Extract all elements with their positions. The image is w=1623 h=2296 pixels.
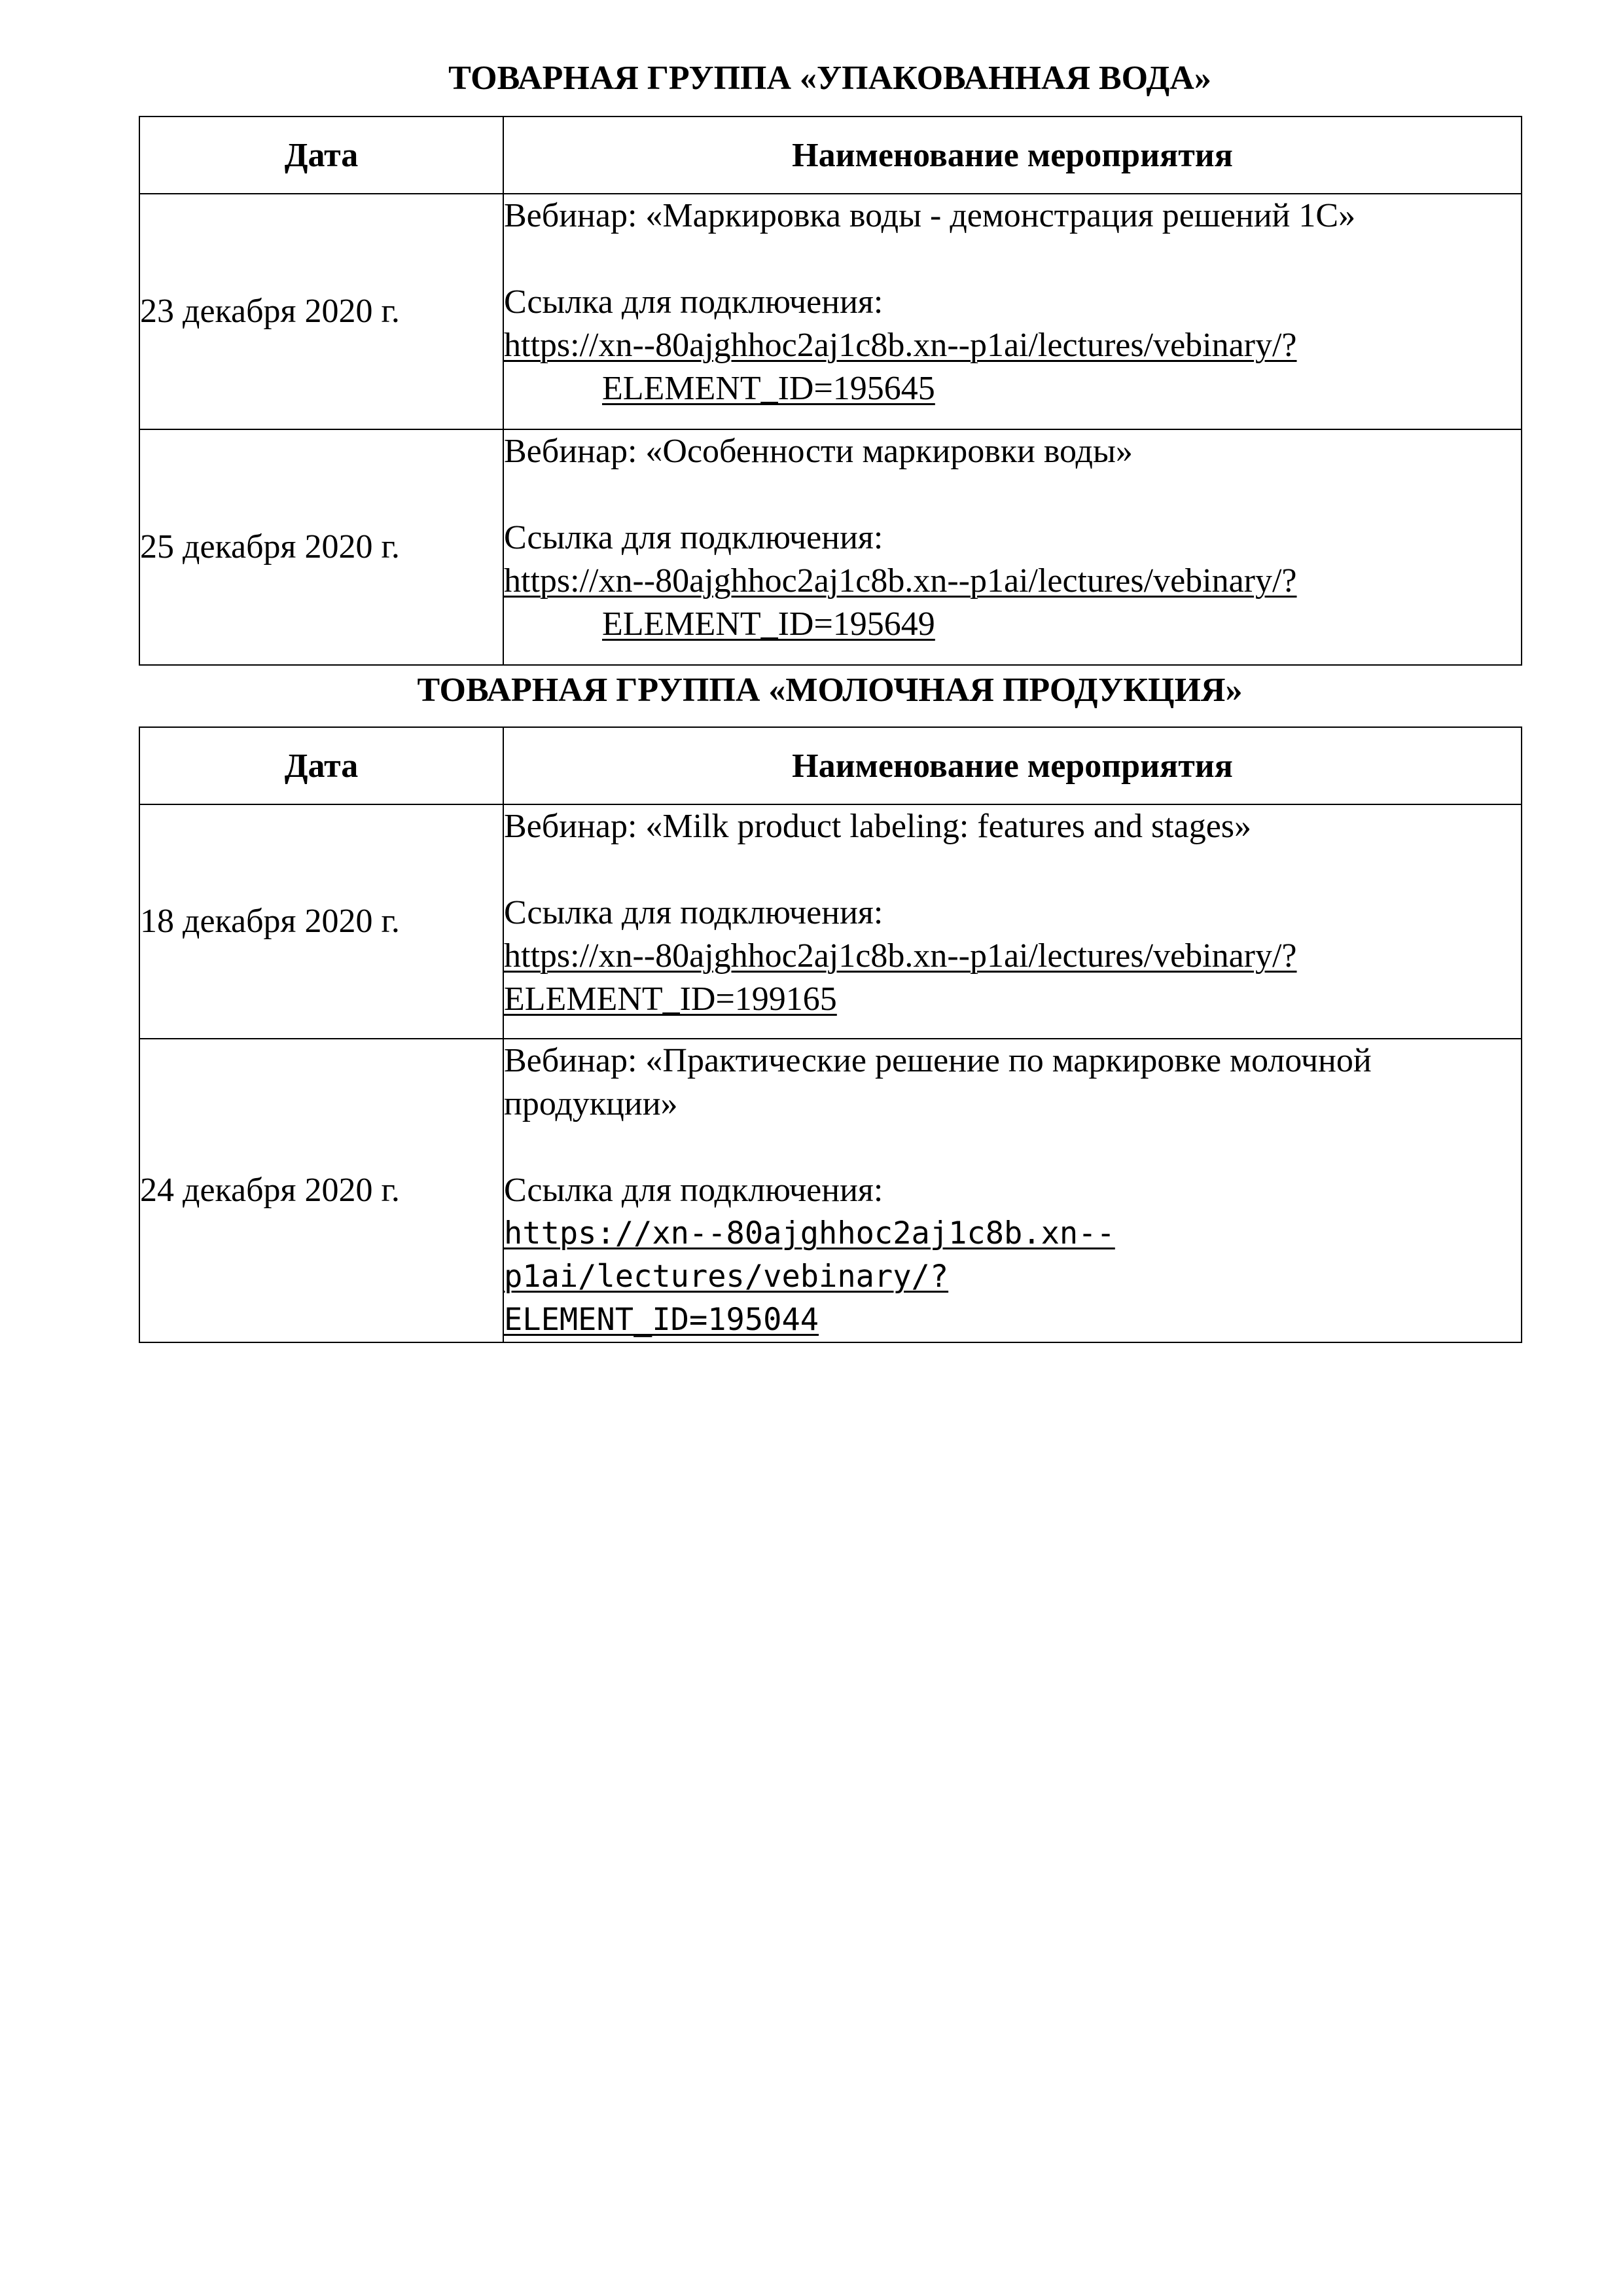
table-row <box>139 804 1522 1039</box>
webinar-link-url[interactable]: https://xn--80ajghhoc2aj1c8b.xn--p1ai/lectures/vebinary/? <box>504 562 1297 600</box>
webinar-link-element-id[interactable]: ELEMENT_ID=195645 <box>602 370 935 407</box>
event-date: 24 декабря 2020 г. <box>139 1039 503 1342</box>
webinar-link-element-id[interactable]: ELEMENT_ID=199165 <box>504 980 837 1018</box>
event-date: 23 декабря 2020 г. <box>139 194 503 429</box>
line-spacer <box>504 473 1521 516</box>
webinar-link-url[interactable]: https://xn--80ajghhoc2aj1c8b.xn--p1ai/lectures/vebinary/? <box>504 937 1297 975</box>
event-name-column-header: Наименование мероприятия <box>503 727 1522 804</box>
events-table-dairy-products <box>139 726 1522 1343</box>
events-table-packaged-water <box>139 116 1522 666</box>
event-title: Вебинар: «Milk product labeling: features and stages» <box>504 808 1252 845</box>
webinar-link[interactable] <box>504 1212 1521 1342</box>
line-spacer <box>504 1126 1521 1169</box>
event-details <box>503 804 1522 1039</box>
table-row <box>139 194 1522 429</box>
webinar-link[interactable] <box>504 324 1521 410</box>
event-name-column-header: Наименование мероприятия <box>503 117 1522 194</box>
event-details <box>503 1039 1522 1342</box>
link-label: Ссылка для подключения: <box>504 894 883 931</box>
webinar-link[interactable] <box>504 935 1521 1021</box>
event-title: Вебинар: «Маркировка воды - демонстрация решений 1С» <box>504 197 1356 234</box>
line-spacer <box>504 848 1521 891</box>
date-column-header: Дата <box>139 117 503 194</box>
table-row <box>139 429 1522 665</box>
event-date: 18 декабря 2020 г. <box>139 804 503 1039</box>
event-details <box>503 194 1522 429</box>
table-row <box>139 1039 1522 1342</box>
link-label: Ссылка для подключения: <box>504 1172 883 1209</box>
section-title-dairy-products: ТОВАРНАЯ ГРУППА «МОЛОЧНАЯ ПРОДУКЦИЯ» <box>417 672 1243 709</box>
event-title: Вебинар: «Особенности маркировки воды» <box>504 433 1133 470</box>
link-label: Ссылка для подключения: <box>504 283 883 321</box>
event-title-line-2: продукции» <box>504 1085 678 1122</box>
event-date: 25 декабря 2020 г. <box>139 429 503 665</box>
line-spacer <box>504 238 1521 281</box>
webinar-link-url[interactable]: https://xn--80ajghhoc2aj1c8b.xn--p1ai/lectures/vebinary/? <box>504 1215 1115 1295</box>
webinar-link-element-id[interactable]: ELEMENT_ID=195649 <box>602 605 935 643</box>
section-title-packaged-water: ТОВАРНАЯ ГРУППА «УПАКОВАННАЯ ВОДА» <box>448 60 1211 97</box>
table-header-row <box>139 117 1522 194</box>
event-title-line-1: Вебинар: «Практические решение по маркировке молочной <box>504 1042 1372 1079</box>
webinar-link[interactable] <box>504 560 1521 646</box>
date-column-header: Дата <box>139 727 503 804</box>
event-details <box>503 429 1522 665</box>
webinar-link-element-id[interactable]: ELEMENT_ID=195044 <box>504 1302 819 1338</box>
link-label: Ссылка для подключения: <box>504 519 883 556</box>
table-header-row <box>139 727 1522 804</box>
webinar-link-url[interactable]: https://xn--80ajghhoc2aj1c8b.xn--p1ai/lectures/vebinary/? <box>504 327 1297 364</box>
